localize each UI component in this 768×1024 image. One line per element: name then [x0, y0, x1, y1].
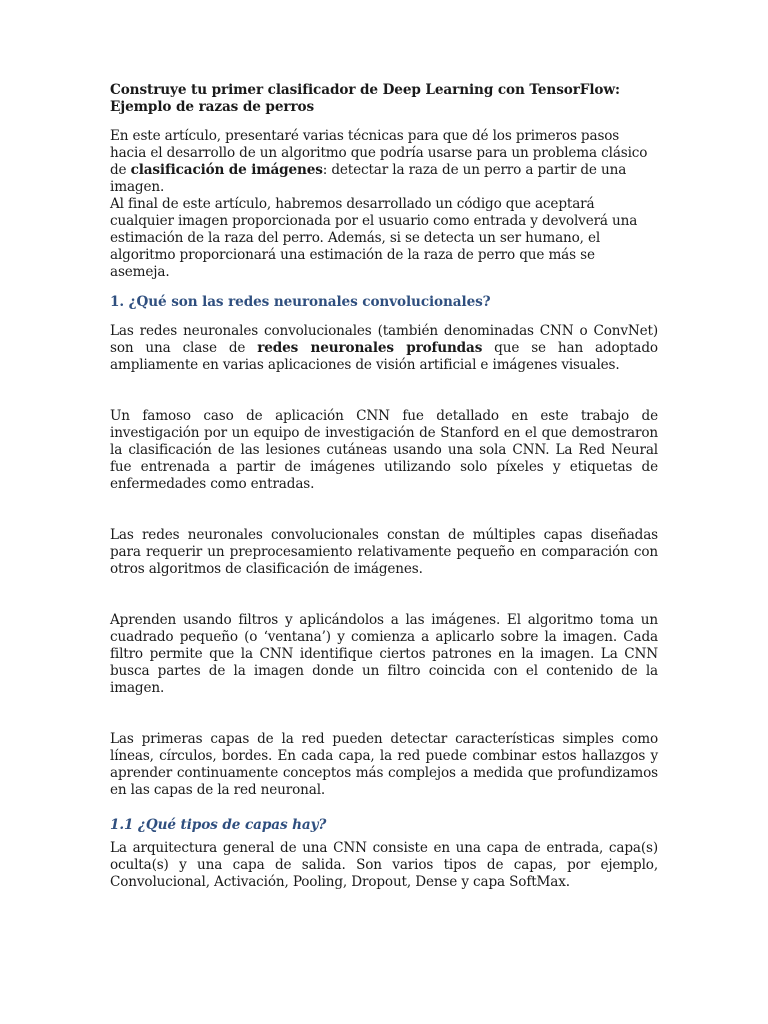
section-1-1-paragraph-1: La arquitectura general de una CNN consiste en una capa de entrada, capa(s) oculta(s) y una capa de salida. Son varios tipos de capas, por ejemplo, Convolucional, Activación, Pooling, Dropout, Dense y capa SoftMax. [110, 840, 658, 890]
intro-paragraph-1 [110, 128, 650, 196]
document-page [110, 82, 658, 891]
section-1-paragraph-3: Las redes neuronales convolucionales constan de múltiples capas diseñadas para requerir un preprocesamiento relativamente pequeño en comparación con otros algoritmos de clasificación de imágenes. [110, 527, 658, 577]
s1-p1-bold-term: redes neuronales profundas [257, 340, 483, 356]
section-1-1-heading: 1.1 ¿Qué tipos de capas hay? [110, 817, 327, 833]
section-1-paragraph-2: Un famoso caso de aplicación CNN fue detallado en este trabajo de investigación por un equipo de investigación de Stanford en el que demostraron la clasificación de las lesiones cutáneas usando una sola CNN. La Red Neural fue entrenada a partir de imágenes utilizando solo píxeles y etiquetas de enfermedades como entradas. [110, 408, 658, 492]
title-line-1: Construye tu primer clasificador de Deep Learning con TensorFlow: [110, 82, 620, 98]
intro-paragraph-2: Al final de este artículo, habremos desarrollado un código que aceptará cualquier imagen proporcionada por el usuario como entrada y devolverá una estimación de la raza del perro. Además, si se detecta un ser humano, el algoritmo proporcionará una estimación de la raza de perro que más se asemeja. [110, 196, 638, 280]
document-title [110, 82, 658, 116]
s1-p1-text-a: Las redes neuronales convolucionales (también denominadas CNN o ConvNet) son una clase de [110, 323, 658, 356]
intro-p1-text-b: : detectar la raza de un perro a partir de una imagen. [110, 162, 627, 195]
title-line-2: Ejemplo de razas de perros [110, 99, 315, 115]
section-1-paragraph-4: Aprenden usando filtros y aplicándolos a las imágenes. El algoritmo toma un cuadrado pequeño (o ‘ventana’) y comienza a aplicarlo sobre la imagen. Cada filtro permite que la CNN identifique ciertos patrones en la imagen. La CNN busca partes de la imagen donde un filtro coincida con el contenido de la imagen. [110, 612, 658, 696]
section-1-paragraph-5: Las primeras capas de la red pueden detectar características simples como líneas, círculos, bordes. En cada capa, la red puede combinar estos hallazgos y aprender continuamente conceptos más complejos a medida que profundizamos en las capas de la red neuronal. [110, 731, 658, 798]
s1-p1-text-b: que se han adoptado ampliamente en varias aplicaciones de visión artificial e imágenes visuales. [110, 340, 658, 373]
intro-p1-bold-term: clasificación de imágenes [130, 162, 323, 178]
section-1-paragraph-1 [110, 323, 658, 374]
intro-p1-text-a: En este artículo, presentaré varias técnicas para que dé los primeros pasos hacia el desarrollo de un algoritmo que podría usarse para un problema clásico de [110, 128, 648, 178]
section-1-heading: 1. ¿Qué son las redes neuronales convolucionales? [110, 294, 491, 310]
